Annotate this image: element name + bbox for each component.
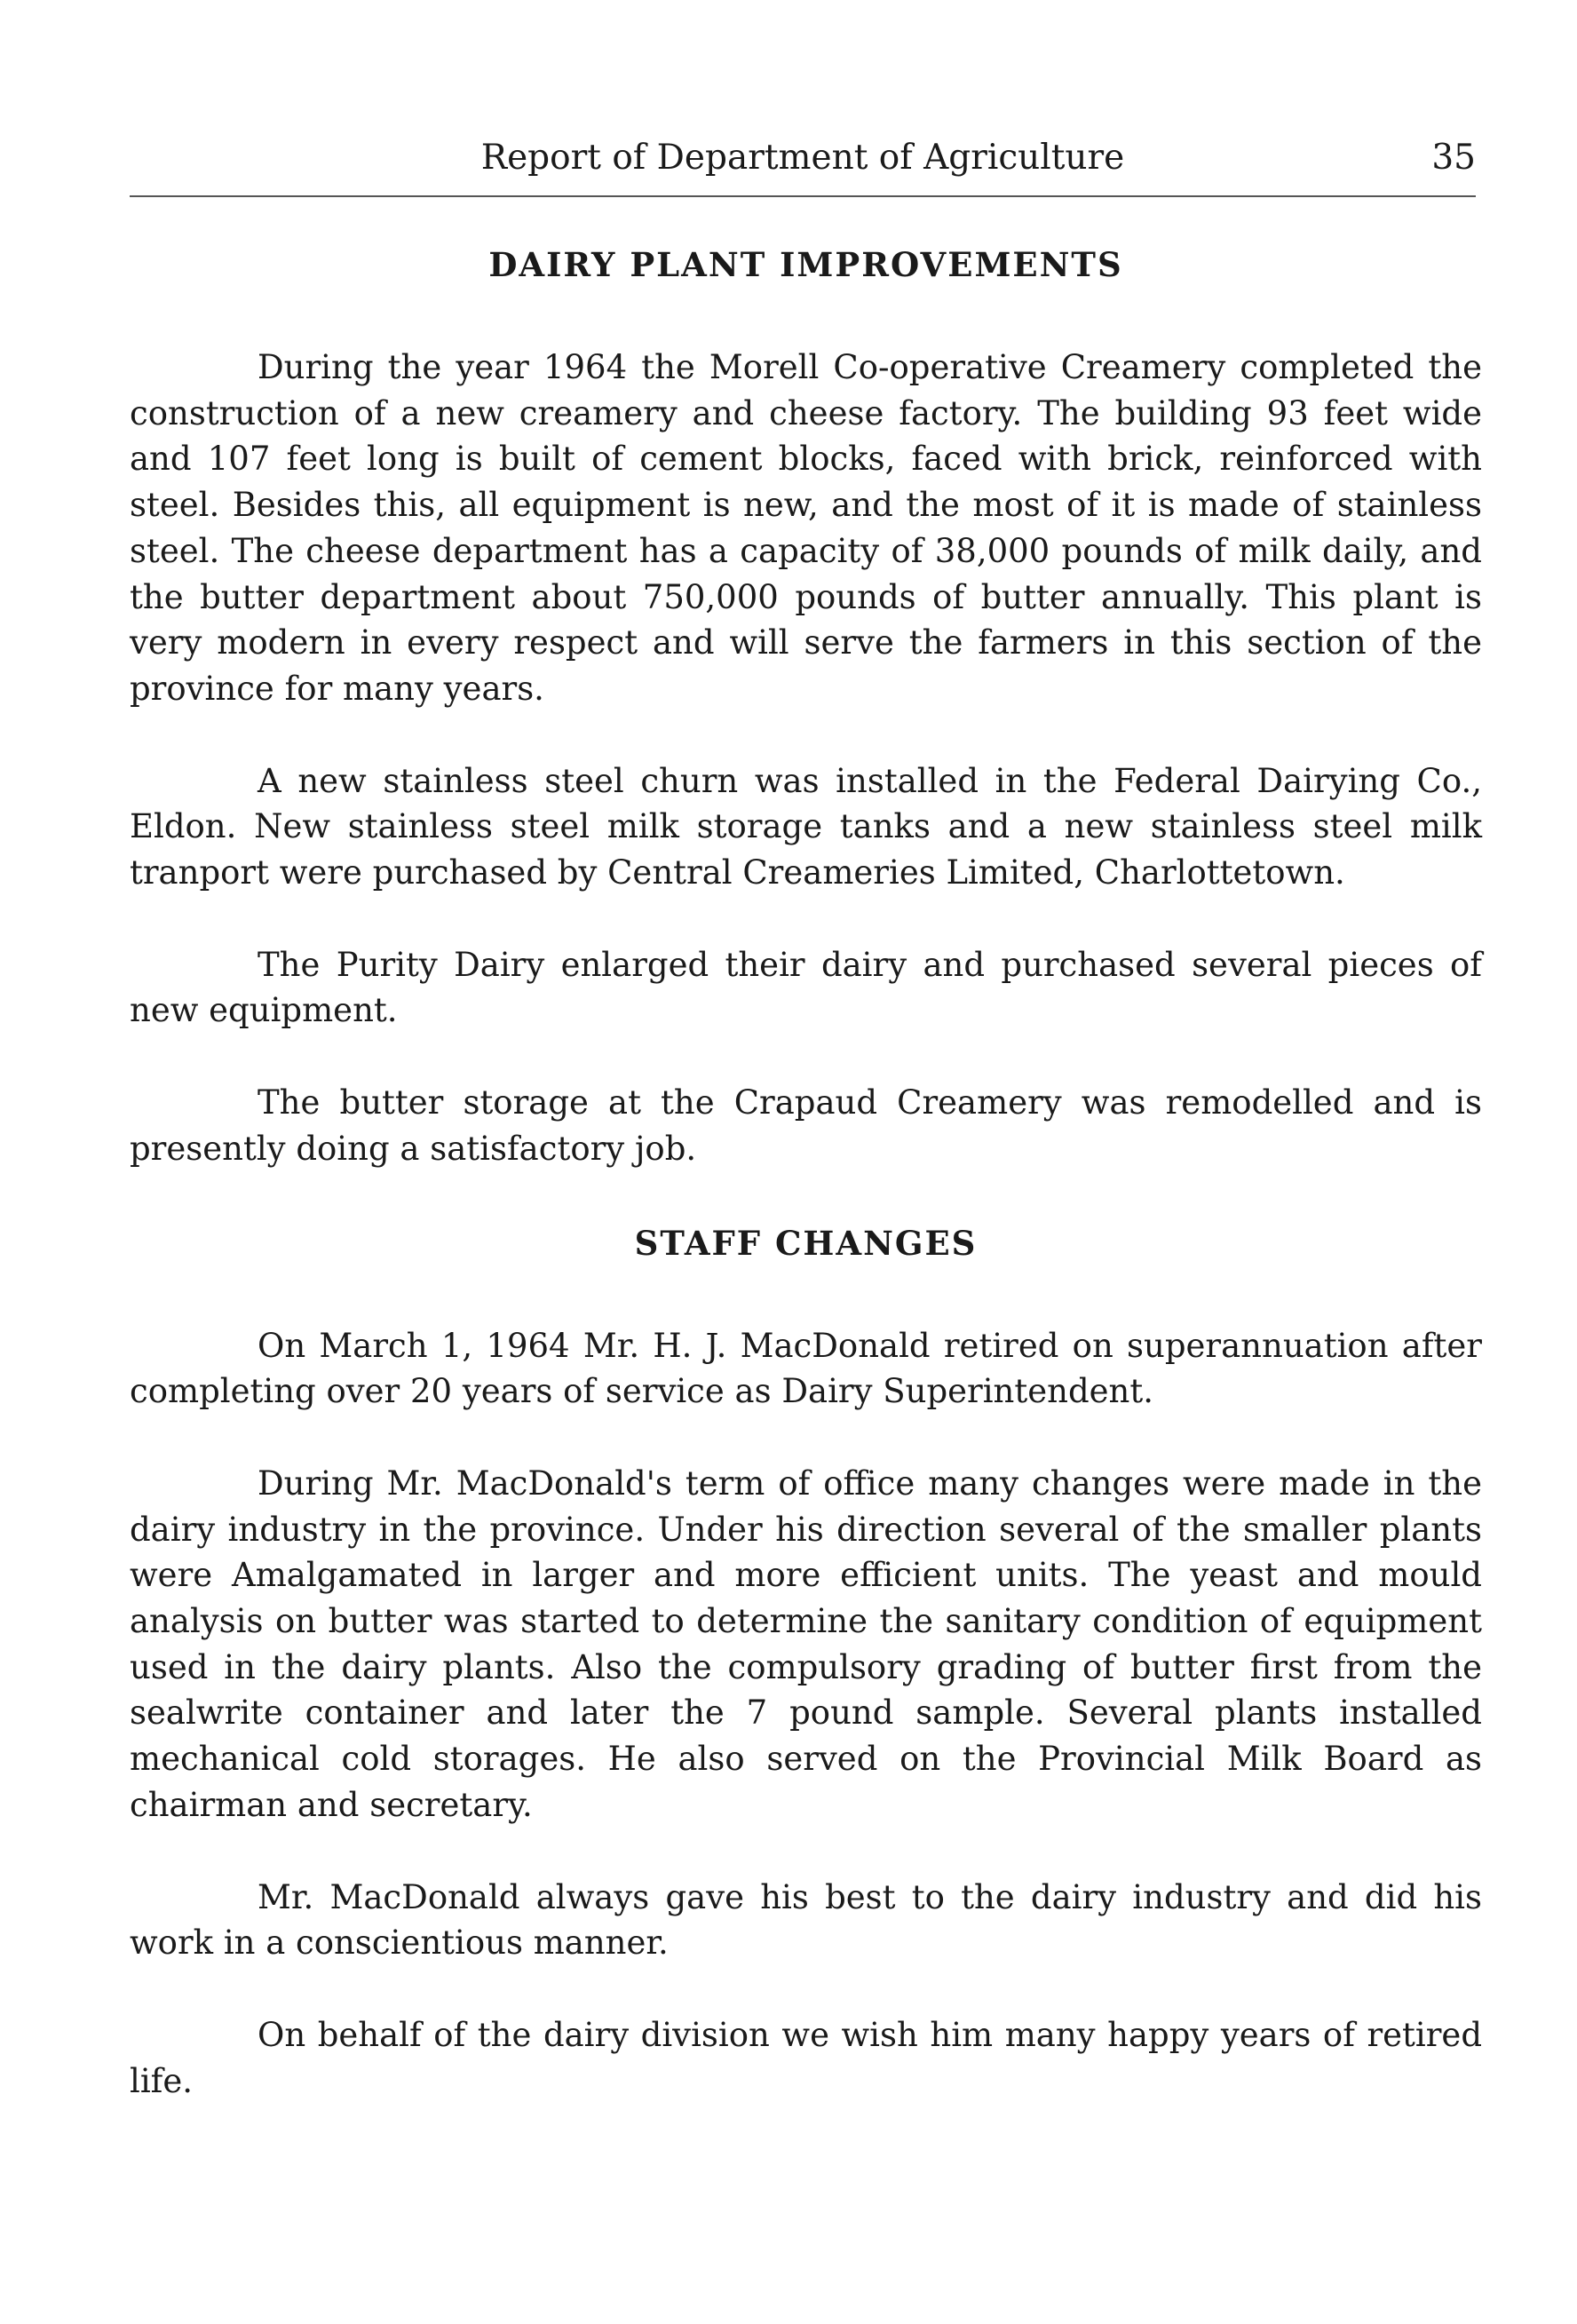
section-heading-dairy-plant: DAIRY PLANT IMPROVEMENTS [488,245,1123,284]
header-rule [130,195,1476,197]
paragraph-purity-dairy: The Purity Dairy enlarged their dairy and purchased several pieces of new equipment. [130,945,1482,1030]
paragraph-churn-installation: A new stainless steel churn was installed in the Federal Dairying Co., Eldon. New stainless steel milk storage tanks and a new stainless steel milk tranport were purchased by Central Creameries Limited, Charlottetown. [130,761,1482,892]
page-body [130,238,1482,2104]
paragraph-retirement: On March 1, 1964 Mr. H. J. MacDonald retired on superannuation after completing over 20 years of service as Dairy Superintendent. [130,1326,1482,1411]
paragraph-farewell: On behalf of the dairy division we wish him many happy years of retired life. [130,2015,1482,2100]
paragraph-dedication: Mr. MacDonald always gave his best to the dairy industry and did his work in a conscientious manner. [130,1877,1482,1963]
section-heading-staff-changes: STAFF CHANGES [634,1223,978,1263]
paragraph-morell-creamery: During the year 1964 the Morell Co-operative Creamery completed the construction of a new creamery and cheese factory. The building 93 feet wide and 107 feet long is built of cement blocks, faced with brick, reinforced with steel. Besides this, all equipment is new, and the most of it is made of stainless steel. The cheese department has a capacity of 38,000 pounds of milk daily, and the butter department about 750,000 pounds of butter annually. This plant is very modern in every respect and will serve the farmers in this section of the province for many years. [130,348,1482,708]
running-head [130,131,1476,185]
paragraph-crapaud-creamery: The butter storage at the Crapaud Creamery was remodelled and is presently doing a satisfactory job. [130,1083,1482,1168]
running-title: Report of Department of Agriculture [480,138,1125,178]
paragraph-term-of-office: During Mr. MacDonald's term of office many changes were made in the dairy industry in the province. Under his direction several of the smaller plants were Amalgamated in larger and more efficient units. The yeast and mould analysis on butter was started to determine the sanitary condition of equipment used in the dairy plants. Also the compulsory grading of butter first from the sealwrite container and later the 7 pound sample. Several plants installed mechanical cold storages. He also served on the Provincial Milk Board as chairman and secretary. [130,1463,1482,1824]
page-number: 35 [1431,138,1476,178]
